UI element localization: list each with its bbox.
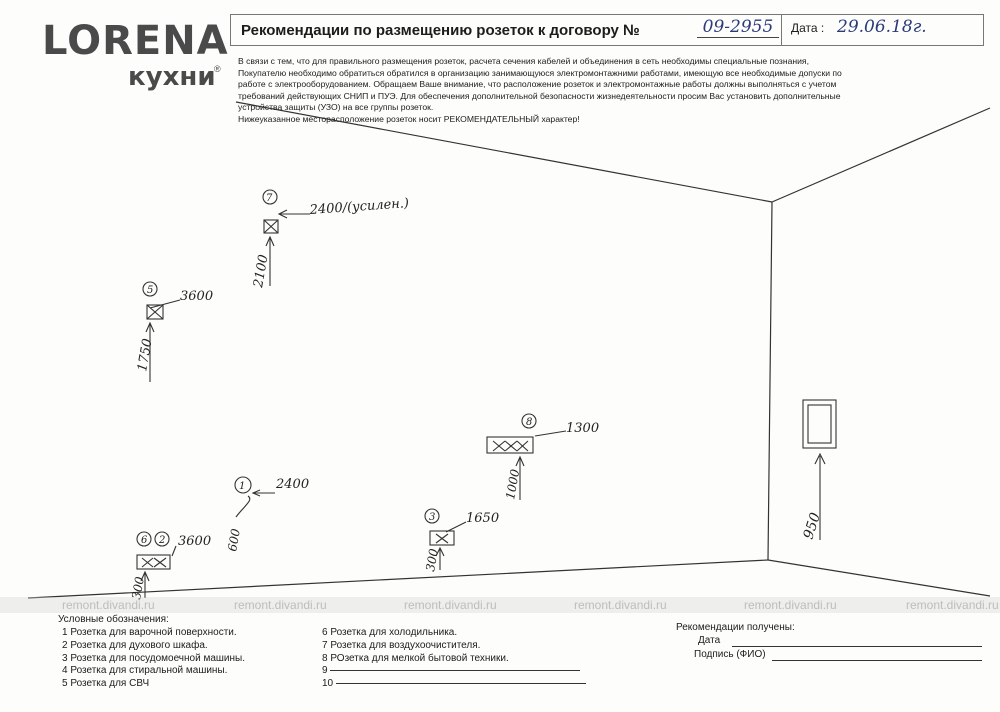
intro-line: устройства защиты (УЗО) на все группы розеток. [238, 102, 434, 113]
ceiling-right-line [772, 108, 990, 202]
socket-5-height: 1750 [135, 337, 156, 373]
legend-num: 3 [62, 652, 68, 664]
socket-1-label: 2400 [276, 477, 310, 492]
wall-corner-line [768, 202, 772, 560]
receipt-sign-line [772, 660, 982, 661]
watermark-text: remont.divandi.ru [574, 598, 667, 612]
legend-text: Розетка для холодильника. [330, 627, 458, 638]
legend-item [62, 678, 245, 691]
socket-3-pointer [446, 522, 466, 532]
socket-5-label: 3600 [180, 289, 214, 304]
legend-blank-line [336, 683, 586, 684]
socket-8-number: 8 [526, 417, 533, 428]
logo-registered-mark: ® [214, 64, 221, 74]
ceiling-line [236, 102, 772, 202]
legend-num: 4 [62, 665, 68, 677]
socket-5-number: 5 [147, 285, 154, 296]
page-title: Рекомендации по размещению розеток к договору № [241, 22, 640, 39]
socket-1-hook [236, 496, 250, 517]
legend-item [322, 678, 586, 691]
legend-text: Розетка для стиральной машины. [70, 665, 228, 677]
socket-1-number: 1 [239, 481, 246, 492]
legend [58, 614, 169, 626]
socket-8-pointer [535, 431, 566, 436]
legend-num: 10 [322, 678, 334, 690]
intro-line: работе с электрооборудованием. Обращаем Ваше внимание, что расположение розеток и электромонтажные работы должны выполняться с учетом [238, 79, 837, 90]
legend-num: 5 [62, 678, 68, 690]
socket-2-number: 2 [159, 535, 166, 546]
legend-item [62, 653, 245, 666]
receipt-date-label: Дата [698, 635, 721, 646]
logo-sub: кухни [128, 62, 216, 92]
socket-3-height: 300 [423, 547, 441, 573]
legend-item [322, 653, 586, 666]
legend-num: 2 [62, 639, 68, 651]
watermark-text: remont.divandi.ru [906, 598, 999, 612]
legend-text: Розетка для духового шкафа. [70, 639, 208, 651]
socket-7-number: 7 [266, 193, 273, 204]
legend-blank-line [330, 670, 580, 671]
watermark-text: remont.divandi.ru [234, 598, 327, 612]
legend-item [62, 640, 245, 653]
legend-title: Условные обозначения: [58, 614, 169, 625]
intro-line: требований действующих СНИП и ПУЭ. Для обеспечения дополнительной безопасности жизнедеятельности просим Вас установить дополнительные [238, 90, 841, 101]
watermark-text: remont.divandi.ru [62, 598, 155, 612]
watermark-text: remont.divandi.ru [404, 598, 497, 612]
panel-inner [808, 405, 831, 443]
legend-text: Розетка для СВЧ [70, 678, 150, 690]
legend-num: 9 [322, 665, 328, 677]
socket-5-pointer [150, 300, 180, 308]
legend-text: Розетка для посудомоечной машины. [70, 652, 246, 664]
watermark-strip [0, 597, 1000, 613]
socket-7-height: 2100 [251, 253, 272, 289]
socket-7-group [263, 190, 310, 286]
legend-text: Розетка для варочной поверхности. [70, 627, 237, 638]
logo-brand: LORENA [42, 18, 229, 64]
legend-right-column [322, 627, 586, 691]
receipt-date-line [732, 646, 982, 647]
legend-item [62, 665, 245, 678]
receipt-block [676, 622, 795, 660]
socket-8-label: 1300 [566, 421, 600, 436]
socket-6-number: 6 [141, 535, 148, 546]
legend-num: 8 [322, 652, 328, 664]
legend-num: 7 [322, 639, 328, 651]
socket-6-2-height: 300 [129, 575, 147, 601]
legend-text: Розетка для воздухоочистителя. [330, 639, 481, 651]
socket-1-height: 600 [225, 527, 243, 553]
receipt-title: Рекомендации получены: [676, 622, 795, 633]
receipt-sign-label: Подпись (ФИО) [694, 649, 766, 660]
date-value: 29.06.18г. [837, 17, 927, 37]
legend-item [62, 627, 245, 640]
room-walls [28, 102, 990, 601]
date-label: Дата : [791, 21, 825, 35]
socket-6-2-label: 3600 [178, 534, 212, 549]
legend-num: 6 [322, 627, 328, 638]
contract-number: 09-2955 [697, 17, 779, 38]
floor-right-line [768, 560, 990, 596]
legend-left-column [62, 627, 245, 691]
panel-height-label: 950 [800, 510, 825, 542]
legend-item [322, 665, 586, 678]
legend-num: 1 [62, 627, 68, 638]
intro-line: Покупателю необходимо обратиться обратился в организацию занимающуюся электромонтажними работами, имеющую все необходимые допуски по [238, 67, 842, 78]
legend-item [322, 627, 586, 640]
legend-text: РОзетка для мелкой бытовой техники. [330, 652, 509, 664]
socket-6-2-pointer [172, 546, 176, 556]
socket-8-height: 1000 [503, 468, 523, 501]
watermark-text: remont.divandi.ru [744, 598, 837, 612]
socket-3-label: 1650 [466, 511, 500, 526]
intro-line: Нижеуказанное месторасположение розеток носит РЕКОМЕНДАТЕЛЬНЫЙ характер! [238, 113, 580, 124]
legend-item [322, 640, 586, 653]
intro-line: В связи с тем, что для правильного размещения розеток, расчета сечения кабелей и объединения в сеть необходимы специальные познания, [238, 56, 809, 66]
socket-3-number: 3 [429, 512, 436, 523]
socket-7-label: 2400/(усилен.) [309, 196, 410, 218]
